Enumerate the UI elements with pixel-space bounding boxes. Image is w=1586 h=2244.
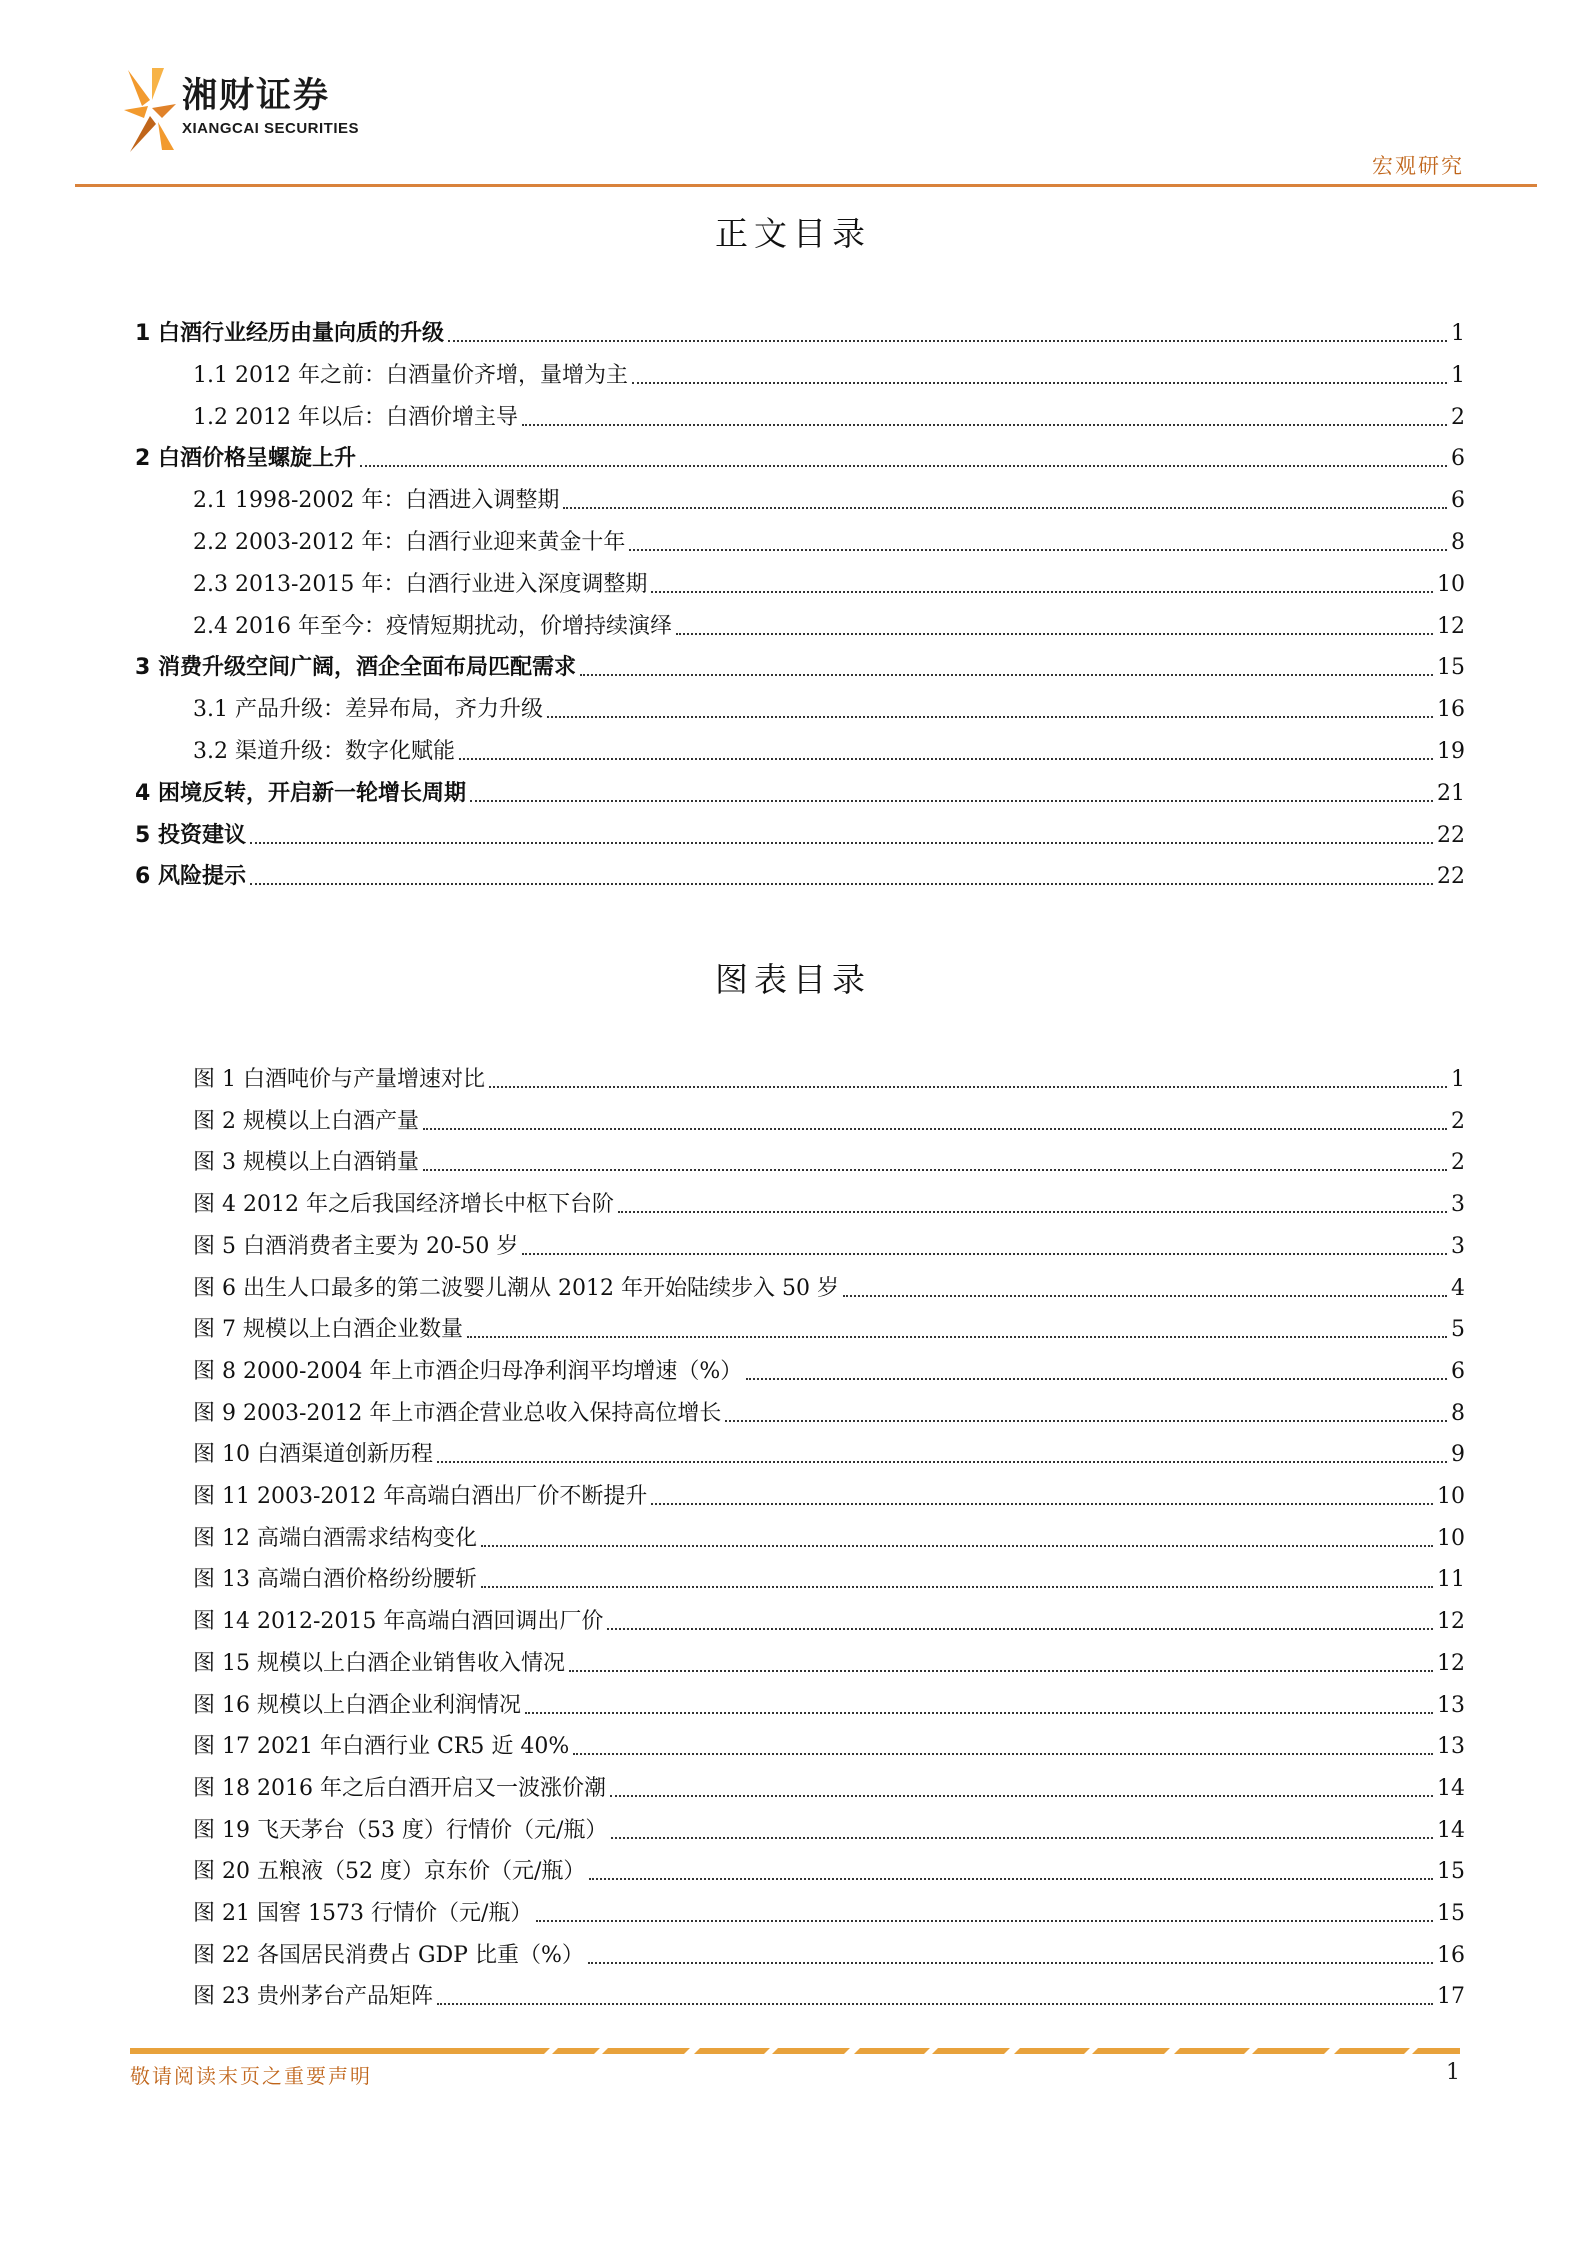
toc-entry-page: 12 xyxy=(1437,613,1465,639)
toc-entry-page: 5 xyxy=(1451,1317,1465,1343)
toc-entry-page: 15 xyxy=(1437,1901,1465,1926)
toc-entry-page: 15 xyxy=(1437,1859,1465,1885)
toc-entry-page: 6 xyxy=(1451,1358,1465,1384)
toc-leader-dots xyxy=(525,1712,1433,1714)
toc-entry[interactable] xyxy=(193,1064,1465,1094)
toc-entry-page: 11 xyxy=(1437,1567,1465,1593)
page-number: 1 xyxy=(1446,2060,1460,2085)
toc-entry-title: 图 3 规模以上白酒销量 xyxy=(193,1150,419,1176)
toc-leader-dots xyxy=(437,1461,1447,1463)
toc-entry-title: 4 困境反转，开启新一轮增长周期 xyxy=(135,780,466,806)
toc-entry-page: 22 xyxy=(1437,822,1465,848)
toc-entry[interactable] xyxy=(135,318,1465,348)
toc-entry-page: 14 xyxy=(1437,1775,1465,1801)
toc-entry[interactable] xyxy=(193,527,1465,557)
toc-leader-dots xyxy=(522,1253,1447,1255)
toc-entry[interactable] xyxy=(193,1481,1465,1511)
toc-leader-dots xyxy=(481,1586,1433,1588)
toc-entry-title: 2.2 2003-2012 年：白酒行业迎来黄金十年 xyxy=(193,530,626,555)
toc-entry-title: 图 23 贵州茅台产品矩阵 xyxy=(193,1984,433,2010)
toc-entry-page: 12 xyxy=(1437,1609,1465,1635)
toc-entry[interactable] xyxy=(193,1356,1465,1386)
toc-entry-page: 21 xyxy=(1437,780,1465,806)
toc-entry-title: 2.4 2016 年至今：疫情短期扰动，价增持续演绎 xyxy=(193,613,672,639)
toc-entry-title: 图 5 白酒消费者主要为 20-50 岁 xyxy=(193,1233,519,1259)
logo-english-name: XIANGCAI SECURITIES xyxy=(182,120,360,137)
toc-entry-title: 5 投资建议 xyxy=(135,822,246,848)
toc-entry-title: 图 4 2012 年之后我国经济增长中枢下台阶 xyxy=(193,1192,614,1218)
toc-leader-dots xyxy=(632,382,1447,384)
toc-entry-title: 图 17 2021 年白酒行业 CR5 近 40% xyxy=(193,1734,570,1760)
toc-leader-dots xyxy=(580,674,1433,676)
toc-leader-dots xyxy=(423,1169,1447,1171)
toc-leader-dots xyxy=(618,1211,1447,1213)
toc-leader-dots xyxy=(360,465,1447,467)
toc-entry[interactable] xyxy=(193,1398,1465,1428)
toc-entry-title: 3.1 产品升级：差异布局，齐力升级 xyxy=(193,697,543,723)
toc-entry[interactable] xyxy=(193,569,1465,599)
toc-entry-title: 图 1 白酒吨价与产量增速对比 xyxy=(193,1067,485,1092)
toc-entry-title: 2.1 1998-2002 年：白酒进入调整期 xyxy=(193,488,560,514)
toc-entry[interactable] xyxy=(193,1231,1465,1261)
toc-leader-dots xyxy=(423,1128,1447,1130)
toc-leader-dots xyxy=(629,549,1447,551)
toc-entry-page: 13 xyxy=(1437,1734,1465,1760)
toc-entry-page: 13 xyxy=(1437,1692,1465,1718)
toc-leader-dots xyxy=(448,340,1447,342)
toc-entry-page: 22 xyxy=(1437,864,1465,890)
toc-leader-dots xyxy=(522,424,1447,426)
toc-entry-page: 17 xyxy=(1437,1984,1465,2010)
footer-divider xyxy=(130,2048,1460,2054)
toc-entry-title: 图 8 2000-2004 年上市酒企归母净利润平均增速（%） xyxy=(193,1358,743,1384)
toc-entry-page: 8 xyxy=(1451,530,1465,555)
toc-entry-title: 2.3 2013-2015 年：白酒行业进入深度调整期 xyxy=(193,571,648,597)
toc-entry-title: 图 22 各国居民消费占 GDP 比重（%） xyxy=(193,1942,584,1968)
toc-entry-page: 12 xyxy=(1437,1650,1465,1676)
toc-entry[interactable] xyxy=(193,1773,1465,1803)
toc-entry-page: 16 xyxy=(1437,1942,1465,1968)
toc-leader-dots xyxy=(563,507,1447,509)
toc-entry-page: 4 xyxy=(1451,1275,1465,1301)
toc-entry-title: 1.2 2012 年以后：白酒价增主导 xyxy=(193,404,518,430)
toc-entry-title: 6 风险提示 xyxy=(135,864,246,890)
toc-entry[interactable] xyxy=(193,1439,1465,1469)
toc-entry[interactable] xyxy=(193,1106,1465,1136)
toc-entry-title: 图 9 2003-2012 年上市酒企营业总收入保持高位增长 xyxy=(193,1400,722,1426)
toc-entry-title: 图 12 高端白酒需求结构变化 xyxy=(193,1525,477,1551)
toc-entry[interactable] xyxy=(193,1273,1465,1303)
toc-leader-dots xyxy=(843,1295,1447,1297)
toc-entry[interactable] xyxy=(193,736,1465,766)
toc-entry-title: 图 7 规模以上白酒企业数量 xyxy=(193,1317,463,1343)
header-divider xyxy=(75,184,1537,187)
toc-leader-dots xyxy=(536,1920,1433,1922)
toc-entry[interactable] xyxy=(135,652,1465,682)
toc-leader-dots xyxy=(437,2003,1433,2005)
toc-entry-page: 1 xyxy=(1451,362,1465,388)
toc-entry-title: 图 11 2003-2012 年高端白酒出厂价不断提升 xyxy=(193,1484,648,1509)
toc-entry-title: 3.2 渠道升级：数字化赋能 xyxy=(193,739,455,764)
toc-entry-title: 图 18 2016 年之后白酒开启又一波涨价潮 xyxy=(193,1775,606,1801)
toc-entry-page: 2 xyxy=(1451,404,1465,430)
report-category: 宏观研究 xyxy=(1372,154,1464,178)
toc-entry[interactable] xyxy=(193,485,1465,515)
toc-entry-title: 图 10 白酒渠道创新历程 xyxy=(193,1442,433,1468)
toc-leader-dots xyxy=(611,1837,1433,1839)
toc-entry-title: 2 白酒价格呈螺旋上升 xyxy=(135,446,356,472)
toc-entry-page: 14 xyxy=(1437,1817,1465,1843)
toc-entry-page: 8 xyxy=(1451,1400,1465,1426)
toc-entry[interactable] xyxy=(193,360,1465,390)
toc-entry[interactable] xyxy=(135,443,1465,473)
toc-leader-dots xyxy=(651,591,1433,593)
figure-toc-title: 图表目录 xyxy=(715,960,871,999)
toc-leader-dots xyxy=(250,883,1433,885)
toc-leader-dots xyxy=(589,1878,1433,1880)
toc-entry-page: 3 xyxy=(1451,1233,1465,1259)
toc-entry[interactable] xyxy=(193,1564,1465,1594)
toc-entry-title: 图 6 出生人口最多的第二波婴儿潮从 2012 年开始陆续步入 50 岁 xyxy=(193,1275,839,1301)
toc-entry[interactable] xyxy=(193,1898,1465,1928)
toc-entry[interactable] xyxy=(193,1856,1465,1886)
toc-leader-dots xyxy=(676,633,1433,635)
toc-entry-title: 1.1 2012 年之前：白酒量价齐增，量增为主 xyxy=(193,362,628,388)
toc-entry[interactable] xyxy=(193,1314,1465,1344)
toc-entry[interactable] xyxy=(193,402,1465,432)
toc-entry-title: 图 20 五粮液（52 度）京东价（元/瓶） xyxy=(193,1859,586,1885)
toc-entry-page: 10 xyxy=(1437,1484,1465,1509)
disclaimer-note: 敬请阅读末页之重要声明 xyxy=(130,2064,372,2088)
toc-leader-dots xyxy=(651,1503,1433,1505)
toc-entry-page: 15 xyxy=(1437,655,1465,681)
toc-entry-title: 图 21 国窖 1573 行情价（元/瓶） xyxy=(193,1901,533,1926)
toc-entry-title: 图 13 高端白酒价格纷纷腰斩 xyxy=(193,1567,477,1593)
page-header xyxy=(0,0,1586,190)
toc-entry[interactable] xyxy=(135,861,1465,891)
logo-mark-icon xyxy=(122,66,178,158)
toc-leader-dots xyxy=(746,1378,1447,1380)
toc-entry[interactable] xyxy=(193,1940,1465,1970)
toc-leader-dots xyxy=(467,1336,1447,1338)
toc-entry[interactable] xyxy=(193,1523,1465,1553)
toc-entry-title: 图 14 2012-2015 年高端白酒回调出厂价 xyxy=(193,1609,604,1635)
toc-entry-title: 图 16 规模以上白酒企业利润情况 xyxy=(193,1692,521,1718)
toc-leader-dots xyxy=(588,1962,1433,1964)
toc-leader-dots xyxy=(489,1086,1447,1088)
toc-leader-dots xyxy=(610,1795,1433,1797)
toc-entry[interactable] xyxy=(193,1690,1465,1720)
toc-entry-page: 3 xyxy=(1451,1192,1465,1218)
toc-entry-title: 图 19 飞天茅台（53 度）行情价（元/瓶） xyxy=(193,1817,608,1843)
toc-entry-title: 1 白酒行业经历由量向质的升级 xyxy=(135,321,444,346)
toc-entry[interactable] xyxy=(193,1648,1465,1678)
toc-leader-dots xyxy=(481,1545,1433,1547)
toc-entry-page: 19 xyxy=(1437,739,1465,764)
toc-entry-title: 图 15 规模以上白酒企业销售收入情况 xyxy=(193,1650,565,1676)
toc-entry-page: 9 xyxy=(1451,1442,1465,1468)
toc-entry[interactable] xyxy=(193,1189,1465,1219)
toc-leader-dots xyxy=(607,1628,1433,1630)
toc-entry[interactable] xyxy=(193,1981,1465,2011)
toc-entry-page: 16 xyxy=(1437,697,1465,723)
toc-entry[interactable] xyxy=(193,611,1465,641)
toc-entry[interactable] xyxy=(193,694,1465,724)
toc-entry-page: 6 xyxy=(1451,446,1465,472)
toc-leader-dots xyxy=(470,800,1433,802)
toc-entry-page: 10 xyxy=(1437,571,1465,597)
toc-entry-page: 1 xyxy=(1451,1067,1465,1092)
toc-entry[interactable] xyxy=(135,820,1465,850)
main-toc-title: 正文目录 xyxy=(715,214,871,253)
toc-entry[interactable] xyxy=(193,1147,1465,1177)
toc-entry-page: 10 xyxy=(1437,1525,1465,1551)
company-logo xyxy=(122,66,360,162)
toc-entry-page: 2 xyxy=(1451,1108,1465,1134)
toc-leader-dots xyxy=(250,842,1433,844)
toc-entry[interactable] xyxy=(135,778,1465,808)
toc-leader-dots xyxy=(569,1670,1433,1672)
toc-leader-dots xyxy=(725,1420,1447,1422)
toc-entry[interactable] xyxy=(193,1815,1465,1845)
toc-entry[interactable] xyxy=(193,1606,1465,1636)
toc-leader-dots xyxy=(547,716,1433,718)
toc-leader-dots xyxy=(459,758,1433,760)
toc-entry-page: 1 xyxy=(1451,321,1465,346)
toc-entry-page: 6 xyxy=(1451,488,1465,514)
logo-chinese-name: 湘财证券 xyxy=(182,76,331,116)
toc-entry-title: 图 2 规模以上白酒产量 xyxy=(193,1108,419,1134)
toc-entry-page: 2 xyxy=(1451,1150,1465,1176)
toc-leader-dots xyxy=(573,1753,1433,1755)
toc-entry[interactable] xyxy=(193,1731,1465,1761)
toc-entry-title: 3 消费升级空间广阔，酒企全面布局匹配需求 xyxy=(135,655,576,681)
